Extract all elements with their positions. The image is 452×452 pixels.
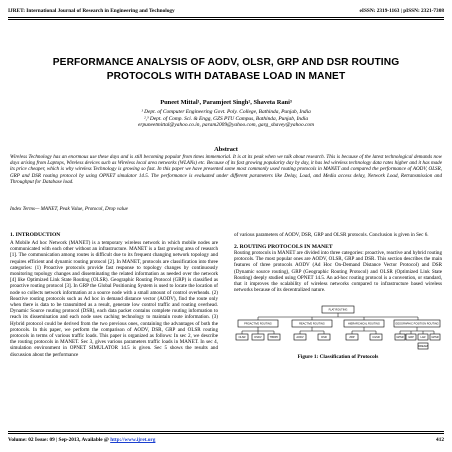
figure-level1-label: PROACTIVE ROUTING — [244, 322, 272, 326]
figure-leaf-label: DREAM — [418, 345, 428, 348]
intro-continued-text: of various parameters of AODV, DSR, GRP and OLSR protocols. Conclusion is given in Sec 6. — [234, 232, 429, 238]
figure-level1-label: REACTIVE ROUTING — [299, 322, 325, 326]
protocol-classification-figure — [234, 305, 442, 351]
figure-leaf-dsr — [318, 334, 330, 340]
figure-level1-label: HIERARCHICAL ROUTING — [348, 322, 380, 326]
journal-link[interactable]: http://www.ijret.org — [110, 437, 156, 443]
figure-leaf-label: LAR — [420, 336, 426, 339]
section-1-heading: 1. INTRODUCTION — [10, 232, 61, 238]
figure-leaf-label: ZRP — [349, 336, 355, 339]
figure-leaf-label: DSR — [321, 336, 327, 339]
figure-leaf-label: OLSR — [238, 336, 246, 339]
figure-leaf-dsdv — [252, 334, 264, 340]
figure-leaf-label: DSDV — [254, 336, 262, 339]
figure-leaf-zrp — [346, 334, 358, 340]
affiliations — [0, 109, 452, 129]
page-number: 412 — [436, 437, 444, 443]
figure-leaf-label: CGSR — [372, 336, 380, 339]
figure-leaf-grp — [406, 334, 416, 340]
figure-level1-hierarchical — [344, 320, 384, 327]
author-emails: erpuneetmittal@yahoo.co.in, param2009@yahoo.com, garg_shavey@yahoo.com — [137, 122, 315, 129]
figure-leaf-dream — [418, 343, 428, 349]
figure-leaf-cgsr — [370, 334, 382, 340]
section-2-heading: 2. ROUTING PROTOCOLS IN MANET — [234, 244, 333, 250]
abstract-text: Wireless Technology has an enormous use these days and is still becoming popular from times immemorial. It is at its peak when we talk about research. This is because of the latest technological demands now days arising from Laptops, Wireless devices such as Wireless local area networks (WLANs) etc. Because of its fast growing popularity day by day, it has led wireless technology data rates higher and it has made its price cheaper, which is why wireless Technology is growing so fast. In this paper we have presented some most commonly used routing protocols in MANET and compared the performance of AODV, OLSR, GRP and DSR routing protocol by using OPNET simulator 14.5. The performance is evaluated under different parameters like Delay, Load, and Media access delay, Network Load, Retransmission and Throughput for Database load. — [10, 154, 442, 185]
affiliation-1: ¹ Dept. of Computer Engineering Govt. Poly. College, Bathinda, Punjab, India — [141, 109, 311, 115]
figure-leaf-aodv — [294, 334, 306, 340]
figure-leaf-label: GRP — [408, 336, 414, 339]
index-terms: Index Terms— MANET, Peak Value, Protocol, Drop value — [10, 206, 128, 212]
figure-leaf-lar — [418, 334, 428, 340]
figure-root-label: FLAT ROUTING — [328, 308, 348, 312]
figure-leaf-gpsr — [395, 334, 405, 340]
footer-volume — [8, 437, 155, 443]
affiliation-2: ²,³ Dept. of Comp. Sci. & Engg, GZS PTU Campus, Bathinda, Punjab, India — [143, 115, 309, 122]
figure-leaf-olsr — [236, 334, 248, 340]
header-rule-thin — [8, 19, 444, 20]
figure-level1-label: GEOGRAPHIC POSITION ROUTING — [395, 322, 439, 326]
journal-footer — [8, 437, 444, 443]
figure-leaf-label: AODV — [296, 336, 304, 339]
authors: Puneet Mittal¹, Paramjeet Singh², Shaveta Rani³ — [160, 99, 292, 106]
figure-leaf-label: GPSR — [431, 336, 439, 339]
figure-level1-geographic — [394, 320, 440, 327]
footer-rule-thin — [8, 433, 444, 434]
paper-title: PERFORMANCE ANALYSIS OF AODV, OLSR, GRP AND DSR ROUTING PROTOCOLS WITH DATABASE LOAD IN MANET — [52, 57, 400, 82]
issn: eISSN: 2319-1163 | pISSN: 2321-7308 — [359, 8, 444, 14]
journal-header — [8, 8, 444, 14]
section-2-text: Routing protocols in MANET are divided into three categories: proactive, reactive and hybrid routing protocols. The most popular ones are AODV, OLSR, GRP and DSR. This section describes the main features of three protocols AODV (Ad Hoc On-Demand Distance Vector Protocol) and DSR (Dynamic source routing), GRP (Geographic Routing Protocol) and OLSR (Optimized Link State Routing) deeply studied using OPNET 14.5. An ad-hoc routing protocol is a convention, or standard, that it improves the scalability of wireless networks compared to infrastructure based wireless networks because of its decentralized nature. — [234, 250, 442, 294]
figure-level1-reactive — [292, 320, 332, 327]
figure-leaf-gpsr-2 — [430, 334, 440, 340]
figure-root-node — [322, 306, 354, 313]
volume-issue-text: Volume: 02 Issue: 09 | Sep-2013, Available @ — [8, 437, 109, 443]
journal-name: IJRET: International Journal of Research in Engineering and Technology — [8, 8, 175, 14]
figure-caption: Figure 1: Classification of Protocols — [297, 354, 379, 360]
figure-leaf-label: TBRPF — [269, 336, 279, 339]
abstract-heading: Abstract — [214, 146, 238, 153]
footer-rule — [8, 431, 444, 432]
section-1-text: A Mobile Ad hoc Network (MANET) is a temporary wireless network in which mobile nodes are communicated with each other without an infrastructure. MANET is a fast growing area of research [1]. The communication among routes is difficult due to its frequent changing network topology and requires efficient and dynamic routing protocol [2]. In MANET, protocols are classification into three categories: (1) Proactive protocols provide fast response to topology changes by continuously monitoring topology changes and disseminating the related information as needed over the network [4] like Optimized Link State Routing (OLSR). Geographic Routing Protocol (GRP) is classified as proactive routing protocol [3]. In GRP the Global Positioning System is used to locate the location of node so collects network information at a source node with a small amount of control overheads. (2) Reactive routing protocols such as Ad hoc in demand distance vector (AODV), find the route only when there is data to be transmitted as a result, generate low control traffic and routing overhead. Dynamic Source routing protocol (DSR), each data packet contains complete routing information to reach its dissemination and each node uses caching technology to maintain route information. (3) Hybrid protocol could be derived from the two previous ones, containing the advantages of both the protocols. In this paper, we perform the comparison of AODV, DSR, GRP and OLSR routing protocols in terms of various traffic loads. This paper is organized as follows: In sec 2, we describe the routing protocols in MANET. Sec 3, gives various parameters traffic loads in MANET. In sec 4, simulation environment in OPNET SIMULATOR 14.5 is given. Sec 5 shows the results and discussion about the performance — [10, 240, 218, 358]
figure-leaf-tbrpf — [268, 334, 280, 340]
figure-leaf-label: GPSR — [396, 336, 404, 339]
header-rule — [8, 17, 444, 18]
figure-level1-proactive — [238, 320, 278, 327]
